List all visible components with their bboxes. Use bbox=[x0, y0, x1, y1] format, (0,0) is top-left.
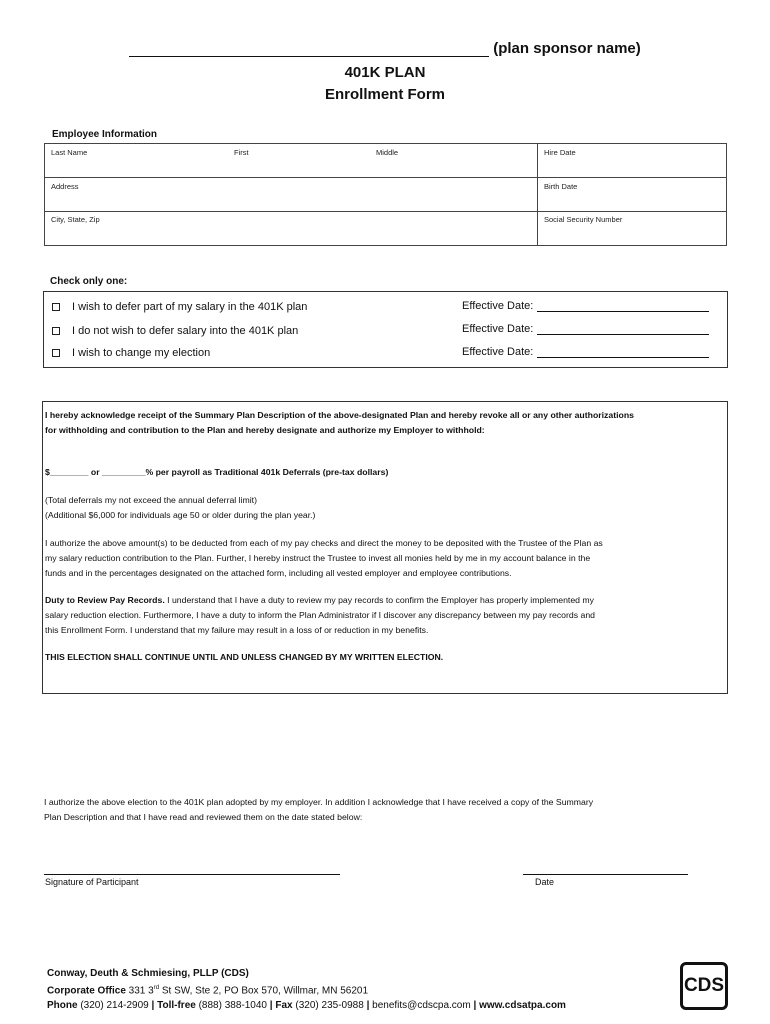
column-divider bbox=[537, 178, 538, 211]
employee-info-table bbox=[44, 143, 727, 246]
continue-election-note: THIS ELECTION SHALL CONTINUE UNTIL AND UNLESS CHANGED BY MY WRITTEN ELECTION. bbox=[45, 652, 444, 662]
duty-line-2: salary reduction election. Furthermore, I have a duty to inform the Plan Administrator if I discover any discrepancy between my pay records and bbox=[45, 610, 595, 620]
effective-date-1[interactable] bbox=[462, 300, 709, 312]
ack-intro bbox=[45, 408, 725, 438]
effective-date-label: Effective Date: bbox=[462, 323, 534, 335]
effective-date-label: Effective Date: bbox=[462, 300, 534, 312]
column-divider bbox=[537, 212, 538, 245]
effective-date-2[interactable] bbox=[462, 323, 709, 335]
employee-address-row bbox=[45, 178, 726, 212]
separator: | bbox=[269, 1000, 273, 1011]
checkbox-change-election[interactable] bbox=[52, 349, 60, 357]
plan-sponsor-label: (plan sponsor name) bbox=[493, 40, 641, 57]
ack-intro-line2: for withholding and contribution to the Plan and hereby designate and authorize my Employer to withhold: bbox=[45, 425, 485, 435]
authorization-paragraph bbox=[44, 795, 724, 825]
phone-number: (320) 214-2909 bbox=[77, 1000, 152, 1011]
option-defer-salary-label: I wish to defer part of my salary in the 401K plan bbox=[72, 301, 308, 313]
authorize-line-1: I authorize the above amount(s) to be deducted from each of my pay checks and direct the money to be deposited with the Trustee of the Plan as bbox=[45, 538, 603, 548]
checkbox-no-defer[interactable] bbox=[52, 327, 60, 335]
footer-company: Conway, Deuth & Schmiesing, PLLP (CDS) bbox=[47, 968, 249, 979]
separator: | bbox=[473, 1000, 477, 1011]
date-signature-line[interactable] bbox=[523, 874, 688, 875]
option-no-defer-label: I do not wish to defer salary into the 401K plan bbox=[72, 325, 299, 337]
option-no-defer[interactable] bbox=[52, 325, 298, 337]
option-change-election-label: I wish to change my election bbox=[72, 347, 211, 359]
office-address-a: 331 3 bbox=[125, 985, 154, 997]
office-address-sup: rd bbox=[153, 985, 160, 991]
participant-signature-line[interactable] bbox=[44, 874, 340, 875]
authorize-deduction-paragraph bbox=[45, 536, 725, 581]
tollfree-number: (888) 388-1040 bbox=[195, 1000, 270, 1011]
employee-info-title: Employee Information bbox=[52, 129, 158, 140]
acknowledgement-box bbox=[42, 401, 728, 694]
website-link[interactable]: www.cdsatpa.com bbox=[479, 1000, 566, 1011]
check-only-one-title: Check only one: bbox=[50, 276, 128, 287]
authorization-line-1: I authorize the above election to the 401K plan adopted by my employer. In addition I acknowledge that I have received a copy of the Summary bbox=[44, 797, 594, 807]
fax-label: Fax bbox=[275, 1000, 293, 1011]
email-link[interactable]: benefits@cdscpa.com bbox=[369, 1000, 474, 1011]
last-name-label: Last Name bbox=[51, 148, 88, 157]
duty-line-1: I understand that I have a duty to review my pay records to confirm the Employer has properly implemented my bbox=[164, 595, 594, 605]
employee-name-row bbox=[45, 144, 726, 178]
first-name-label: First bbox=[234, 148, 249, 157]
checkbox-defer-salary[interactable] bbox=[52, 303, 60, 311]
authorize-line-2: my salary reduction contribution to the Plan. Further, I hereby instruct the Trustee to invest all monies held by me in my account balance in the bbox=[45, 553, 591, 563]
phone-label: Phone bbox=[47, 1000, 78, 1011]
effective-date-field[interactable] bbox=[537, 323, 709, 335]
separator: | bbox=[151, 1000, 155, 1011]
date-signature-label: Date bbox=[535, 877, 555, 887]
effective-date-label: Effective Date: bbox=[462, 346, 534, 358]
footer-office bbox=[47, 985, 368, 996]
participant-signature-label: Signature of Participant bbox=[45, 877, 139, 887]
tollfree-label: Toll-free bbox=[157, 1000, 196, 1011]
authorization-line-2: Plan Description and that I have read and reviewed them on the date stated below: bbox=[44, 812, 363, 822]
limit-note-1: (Total deferrals my not exceed the annual deferral limit) bbox=[45, 495, 257, 505]
deferral-limit-notes bbox=[45, 493, 725, 523]
hire-date-label: Hire Date bbox=[544, 148, 576, 157]
birth-date-label: Birth Date bbox=[544, 182, 578, 191]
plan-sponsor-line bbox=[0, 40, 770, 57]
footer-contact bbox=[47, 1000, 566, 1011]
address-label: Address bbox=[51, 182, 79, 191]
effective-date-field[interactable] bbox=[537, 300, 709, 312]
effective-date-field[interactable] bbox=[537, 346, 709, 358]
column-divider bbox=[537, 144, 538, 177]
authorize-line-3: funds and in the percentages designated on the attached form, including all vested employer and employee contributions. bbox=[45, 568, 512, 578]
limit-note-2: (Additional $6,000 for individuals age 50 or older during the plan year.) bbox=[45, 510, 316, 520]
plan-sponsor-blank bbox=[129, 41, 489, 57]
office-label: Corporate Office bbox=[47, 985, 126, 997]
duty-paragraph bbox=[45, 593, 725, 638]
deferral-amount-line: $________ or _________% per payroll as Traditional 401k Deferrals (pre-tax dollars) bbox=[45, 467, 389, 477]
form-title: Enrollment Form bbox=[324, 86, 445, 103]
duty-heading: Duty to Review Pay Records. bbox=[45, 595, 165, 605]
election-options-box bbox=[43, 291, 728, 368]
effective-date-3[interactable] bbox=[462, 346, 709, 358]
middle-name-label: Middle bbox=[376, 148, 399, 157]
ssn-label: Social Security Number bbox=[544, 215, 623, 224]
option-change-election[interactable] bbox=[52, 347, 210, 359]
duty-line-3: this Enrollment Form. I understand that my failure may result in a loss of or reduction in my benefits. bbox=[45, 625, 429, 635]
option-defer-salary[interactable] bbox=[52, 301, 307, 313]
fax-number: (320) 235-0988 bbox=[292, 1000, 367, 1011]
cds-logo: CDS bbox=[680, 962, 728, 1010]
ack-intro-line1: I hereby acknowledge receipt of the Summary Plan Description of the above-designated Plan and hereby revoke all or any other authorizations bbox=[45, 410, 634, 420]
office-address-b: St SW, Ste 2, PO Box 570, Willmar, MN 56201 bbox=[159, 985, 369, 997]
city-state-zip-label: City, State, Zip bbox=[51, 215, 100, 224]
plan-title: 401K PLAN bbox=[344, 64, 426, 81]
employee-city-row bbox=[45, 212, 726, 245]
separator: | bbox=[366, 1000, 370, 1011]
